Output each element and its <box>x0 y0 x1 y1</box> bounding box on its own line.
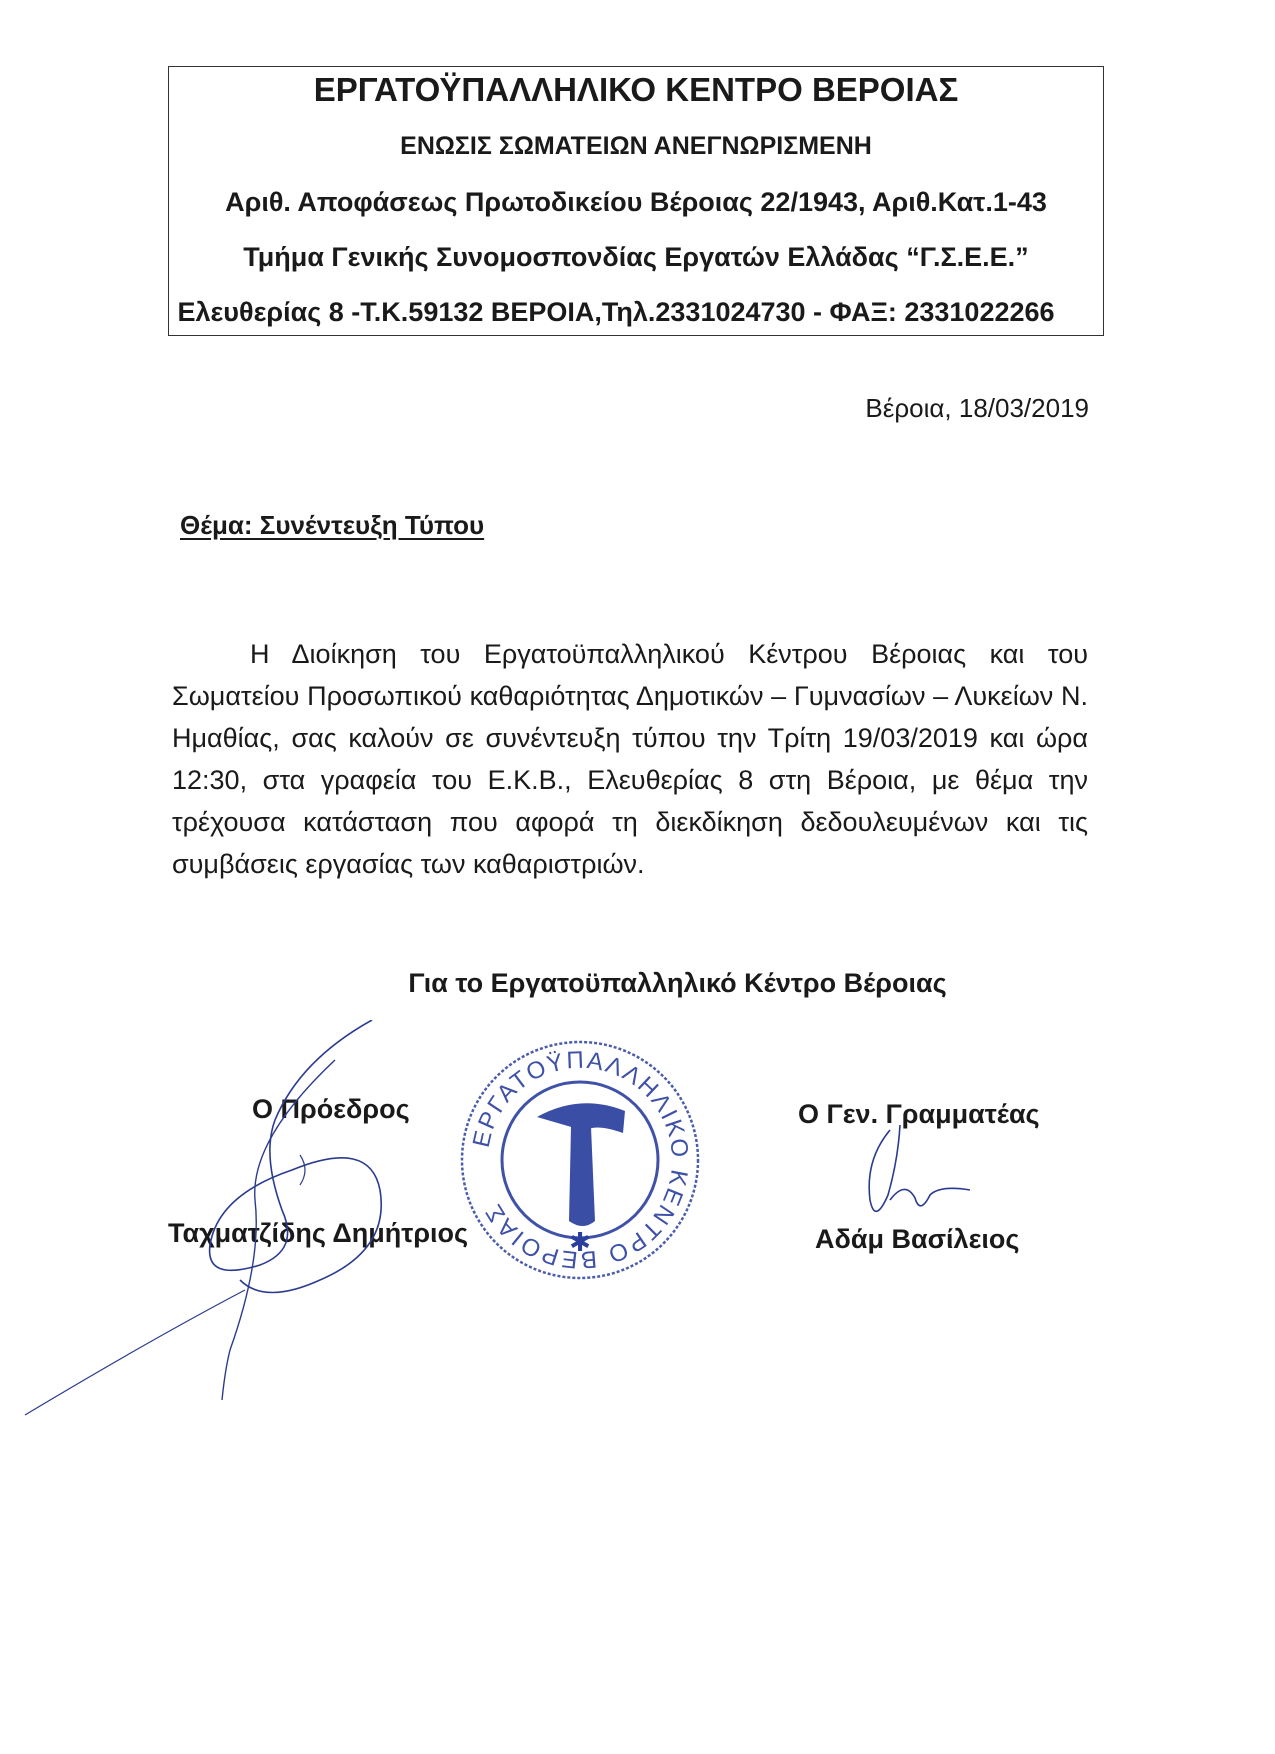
secretary-title: Ο Γεν. Γραμματέας <box>798 1099 1040 1129</box>
court-decision-line: Αριθ. Αποφάσεως Πρωτοδικείου Βέροιας 22/1943, Αριθ.Κατ.1-43 <box>225 187 1047 217</box>
closing-line: Για το Εργατοϋπαλληλικό Κέντρο Βέροιας <box>408 968 947 998</box>
president-title: Ο Πρόεδρος <box>252 1094 410 1124</box>
body-paragraph: Η Διοίκηση του Εργατοϋπαλληλικού Κέντρου Βέροιας και του Σωματείου Προσωπικού καθαριότητας Δημοτικών – Γυμνασίων – Λυκείων Ν. Ημαθίας, σας καλούν σε συνέντευξη τύπου την Τρίτη 19/03/2019 και ώρα 12:30, στα γραφεία του Ε.Κ.Β., Ελευθερίας 8 στη Βέροια, με θέμα την τρέχουσα κατάσταση που αφορά τη διεκδίκηση δεδουλευμένων και τις συμβάσεις εργασίας των καθαριστριών. <box>172 639 1088 879</box>
secretary-name: Αδάμ Βασίλειος <box>815 1224 1020 1254</box>
document-subject: Θέμα: Συνέντευξη Τύπου <box>180 510 485 540</box>
stamp-text: ΕΡΓΑΤΟΫΠΑΛΛΗΛΙΚΟ ΚΕΝΤΡΟ ΒΕΡΟΙΑΣ <box>467 1046 694 1274</box>
president-name: Ταχματζίδης Δημήτριος <box>168 1218 469 1248</box>
hammer-icon <box>537 1103 625 1226</box>
star-icon: ✱ <box>569 1227 591 1257</box>
affiliation-line: Τμήμα Γενικής Συνομοσπονδίας Εργατών Ελλάδας “Γ.Σ.Ε.Ε.” <box>243 242 1029 272</box>
organization-subtitle: ΕΝΩΣΙΣ ΣΩΜΑΤΕΙΩΝ ΑΝΕΓΝΩΡΙΣΜΕΝΗ <box>400 132 872 160</box>
organization-name: ΕΡΓΑΤΟΫΠΑΛΛΗΛΙΚΟ ΚΕΝΤΡΟ ΒΕΡΟΙΑΣ <box>313 71 959 108</box>
document-date: Βέροια, 18/03/2019 <box>865 393 1089 423</box>
contact-line: Ελευθερίας 8 -Τ.Κ.59132 ΒΕΡΟΙΑ,Τηλ.2331024730 - ΦΑΞ: 2331022266 <box>177 297 1055 327</box>
letterhead-box <box>168 66 1104 336</box>
official-stamp <box>455 1035 705 1285</box>
secretary-signature <box>830 1120 1010 1240</box>
